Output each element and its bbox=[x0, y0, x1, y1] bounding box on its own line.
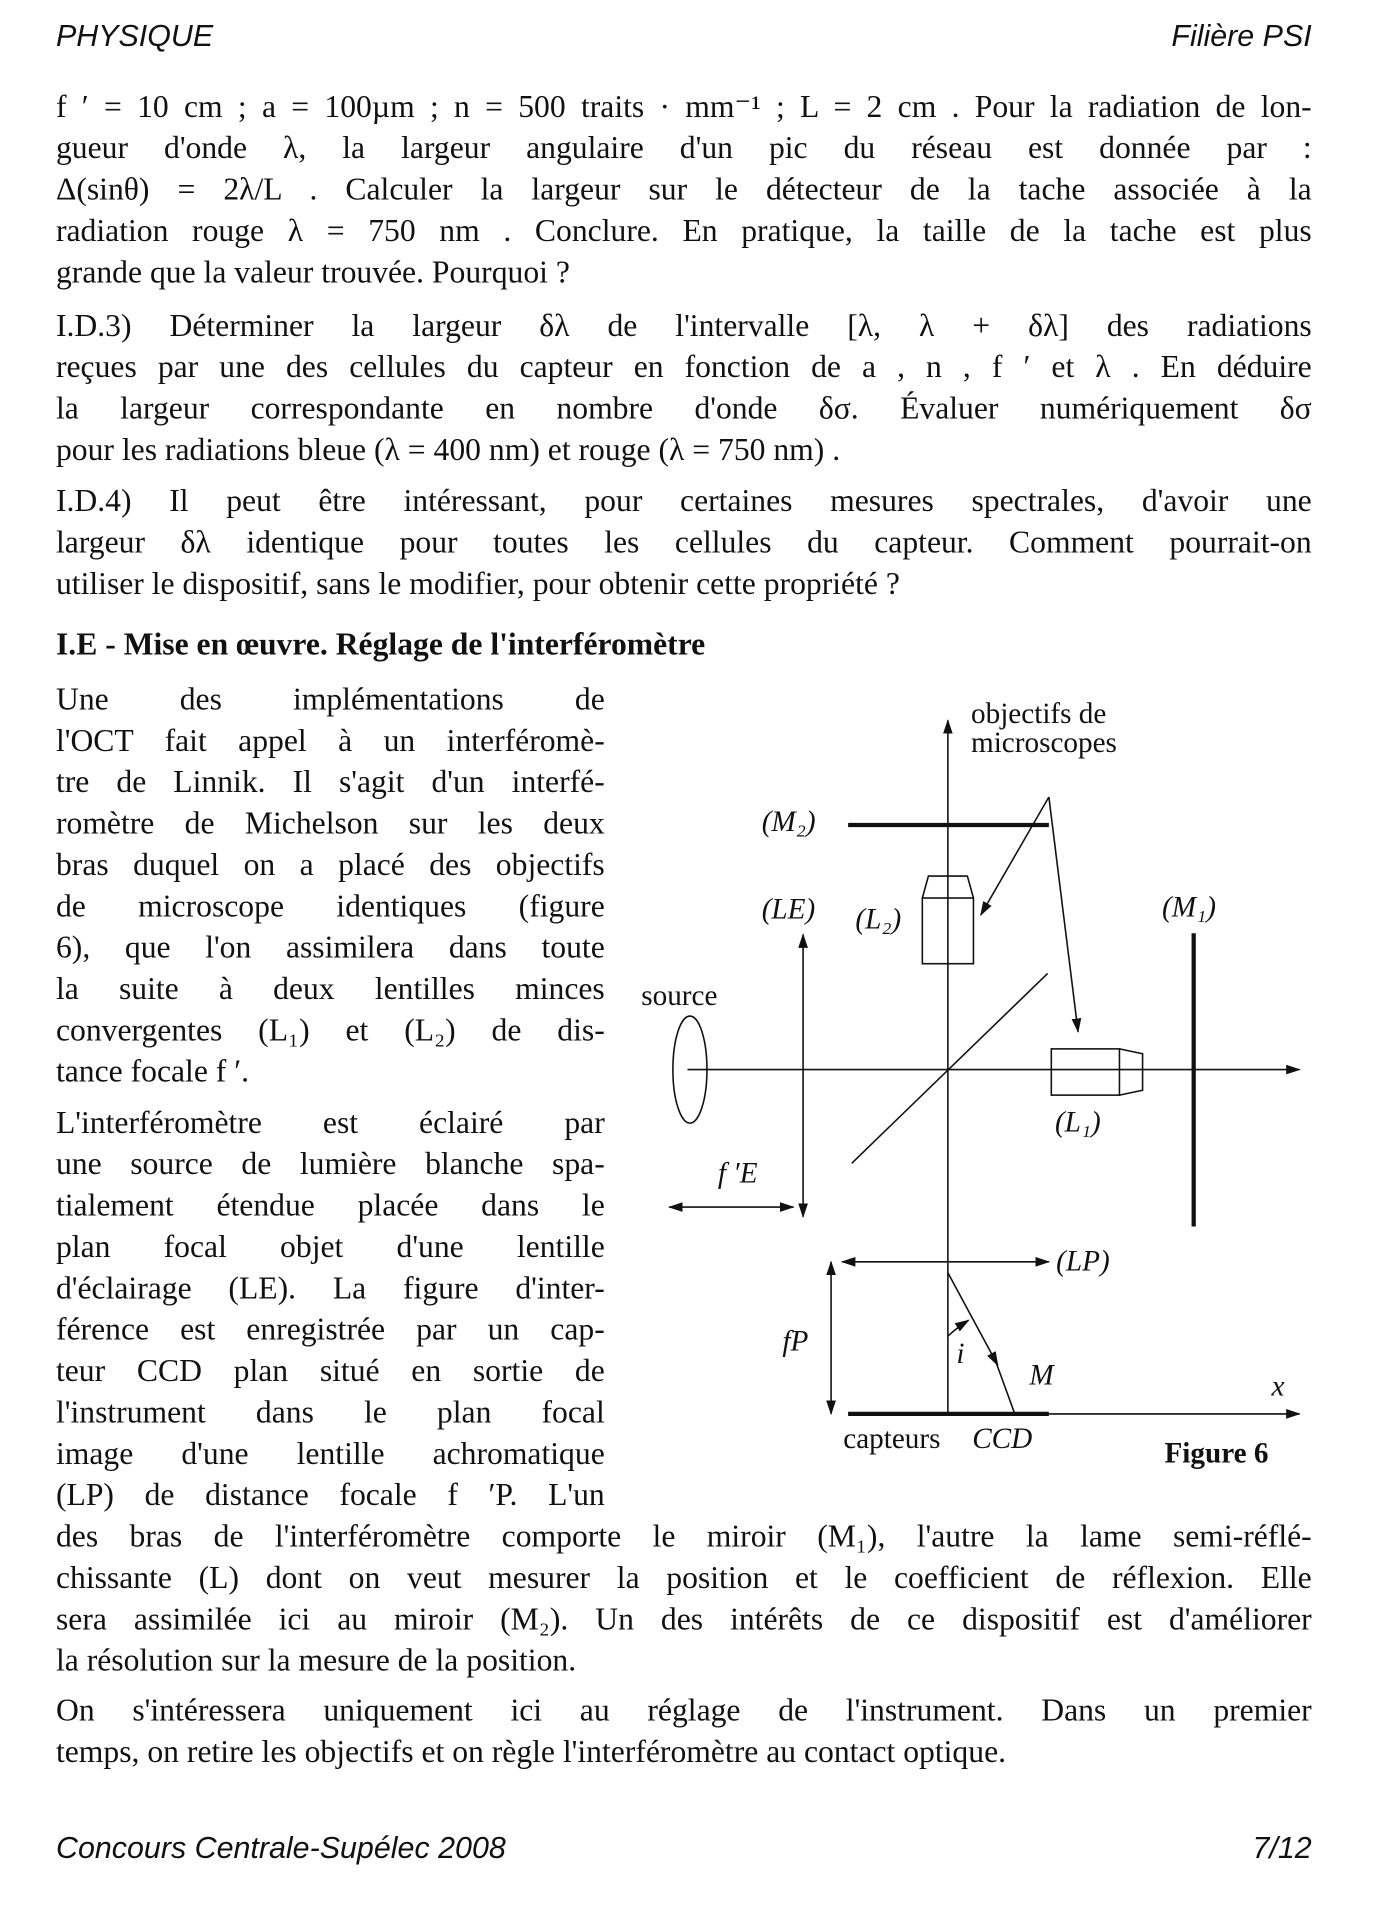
ray bbox=[948, 1273, 998, 1365]
footer-contest: Concours Centrale-Supélec 2008 bbox=[55, 1831, 506, 1866]
text-line: 6), que l'on assimilera dans toute bbox=[55, 929, 605, 965]
text-line: l'instrument dans le plan focal bbox=[55, 1394, 605, 1430]
label-i: i bbox=[956, 1337, 965, 1370]
text-line: la résolution sur la mesure de la position. bbox=[55, 1642, 577, 1678]
text-line: romètre de Michelson sur les deux bbox=[55, 805, 605, 841]
label-LE: (LE) bbox=[761, 893, 816, 926]
text-line: gueur d'onde λ, la largeur angulaire d'un pic du réseau est donnée par : bbox=[55, 130, 1312, 166]
text-line: (LP) de distance focale f ′P. L'un bbox=[55, 1477, 605, 1513]
label-CCD: CCD bbox=[972, 1422, 1033, 1455]
label-fP: fP bbox=[782, 1325, 809, 1358]
label-M2: (M₂) bbox=[761, 806, 816, 839]
objective-L1 bbox=[1051, 1049, 1119, 1095]
text-line: f ′ = 10 cm ; a = 100µm ; n = 500 traits · mm⁻¹ ; L = 2 cm . Pour la radiation de lon- bbox=[55, 88, 1312, 125]
text-line: grande que la valeur trouvée. Pourquoi ? bbox=[55, 254, 570, 290]
text-line: image d'une lentille achromatique bbox=[55, 1435, 605, 1472]
text-line: radiation rouge λ = 750 nm . Conclure. En pratique, la taille de la tache est plus bbox=[55, 212, 1312, 249]
label-L2: (L₂) bbox=[855, 903, 902, 936]
text-line: sera assimilée ici au miroir (M₂). Un des intérêts de ce dispositif est d'améliorer bbox=[55, 1601, 1312, 1637]
label-capteurs: capteurs bbox=[843, 1422, 941, 1455]
text-line: teur CCD plan situé en sortie de bbox=[55, 1353, 605, 1389]
text-line: Une des implémentations de bbox=[55, 681, 605, 717]
text-line: temps, on retire les objectifs et on règle l'interféromètre au contact optique. bbox=[55, 1733, 1007, 1770]
text-line: I.D.4) Il peut être intéressant, pour certaines mesures spectrales, d'avoir une bbox=[55, 483, 1312, 519]
text-line: la suite à deux lentilles minces bbox=[55, 971, 605, 1007]
section-heading: I.E - Mise en œuvre. Réglage de l'interféromètre bbox=[55, 626, 706, 662]
text-line: tialement étendue placée dans le bbox=[55, 1187, 605, 1223]
header-subject: PHYSIQUE bbox=[55, 19, 214, 54]
text-line: la largeur correspondante en nombre d'onde δσ. Évaluer numériquement δσ bbox=[55, 390, 1312, 426]
label-x: x bbox=[1271, 1370, 1285, 1403]
header-track: Filière PSI bbox=[1171, 19, 1312, 54]
label-source: source bbox=[641, 980, 718, 1013]
figure-caption: Figure 6 bbox=[1164, 1437, 1269, 1470]
label-M: M bbox=[1029, 1359, 1054, 1392]
label-LP: (LP) bbox=[1056, 1245, 1110, 1278]
text-line: l'OCT fait appel à un interféromè- bbox=[55, 722, 605, 759]
text-line: utiliser le dispositif, sans le modifier, pour obtenir cette propriété ? bbox=[55, 565, 900, 602]
text-line: largeur δλ identique pour toutes les cellules du capteur. Comment pourrait-on bbox=[55, 524, 1312, 560]
text-line: tre de Linnik. Il s'agit d'un interfé- bbox=[55, 764, 605, 800]
label-L1: (L₁) bbox=[1054, 1106, 1101, 1139]
text-line: L'interféromètre est éclairé par bbox=[55, 1104, 605, 1141]
label-objectifs: objectifs de bbox=[971, 697, 1107, 730]
label-microscopes: microscopes bbox=[971, 726, 1117, 759]
text-line: Δ(sinθ) = 2λ/L . Calculer la largeur sur le détecteur de la tache associée à la bbox=[55, 171, 1312, 207]
text-line: d'éclairage (LE). La figure d'inter- bbox=[55, 1270, 605, 1306]
text-line: convergentes (L₁) et (L₂) de dis- bbox=[55, 1012, 605, 1048]
text-line: chissante (L) dont on veut mesurer la position et le coefficient de réflexion. Elle bbox=[55, 1559, 1312, 1596]
text-line: On s'intéressera uniquement ici au réglage de l'instrument. Dans un premier bbox=[55, 1692, 1312, 1728]
text-line: reçues par une des cellules du capteur en fonction de a , n , f ′ et λ . En déduire bbox=[55, 349, 1312, 385]
text-line: I.D.3) Déterminer la largeur δλ de l'intervalle [λ, λ + δλ] des radiations bbox=[55, 307, 1312, 344]
label-M1: (M₁) bbox=[1162, 891, 1216, 924]
text-line: une source de lumière blanche spa- bbox=[55, 1146, 605, 1182]
text-line: des bras de l'interféromètre comporte le miroir (M₁), l'autre la lame semi-réflé- bbox=[55, 1518, 1312, 1554]
footer-page-number: 7/12 bbox=[1252, 1831, 1312, 1866]
beam-splitter bbox=[852, 973, 1048, 1163]
text-line: de microscope identiques (figure bbox=[55, 888, 605, 924]
text-line: plan focal objet d'une lentille bbox=[55, 1228, 605, 1265]
text-line: férence est enregistrée par un cap- bbox=[55, 1311, 605, 1347]
label-fE: f ′E bbox=[717, 1157, 758, 1190]
text-line: bras duquel on a placé des objectifs bbox=[55, 846, 605, 883]
text-line: pour les radiations bleue (λ = 400 nm) et rouge (λ = 750 nm) . bbox=[55, 431, 841, 468]
text-line: tance focale f ′. bbox=[55, 1053, 250, 1090]
